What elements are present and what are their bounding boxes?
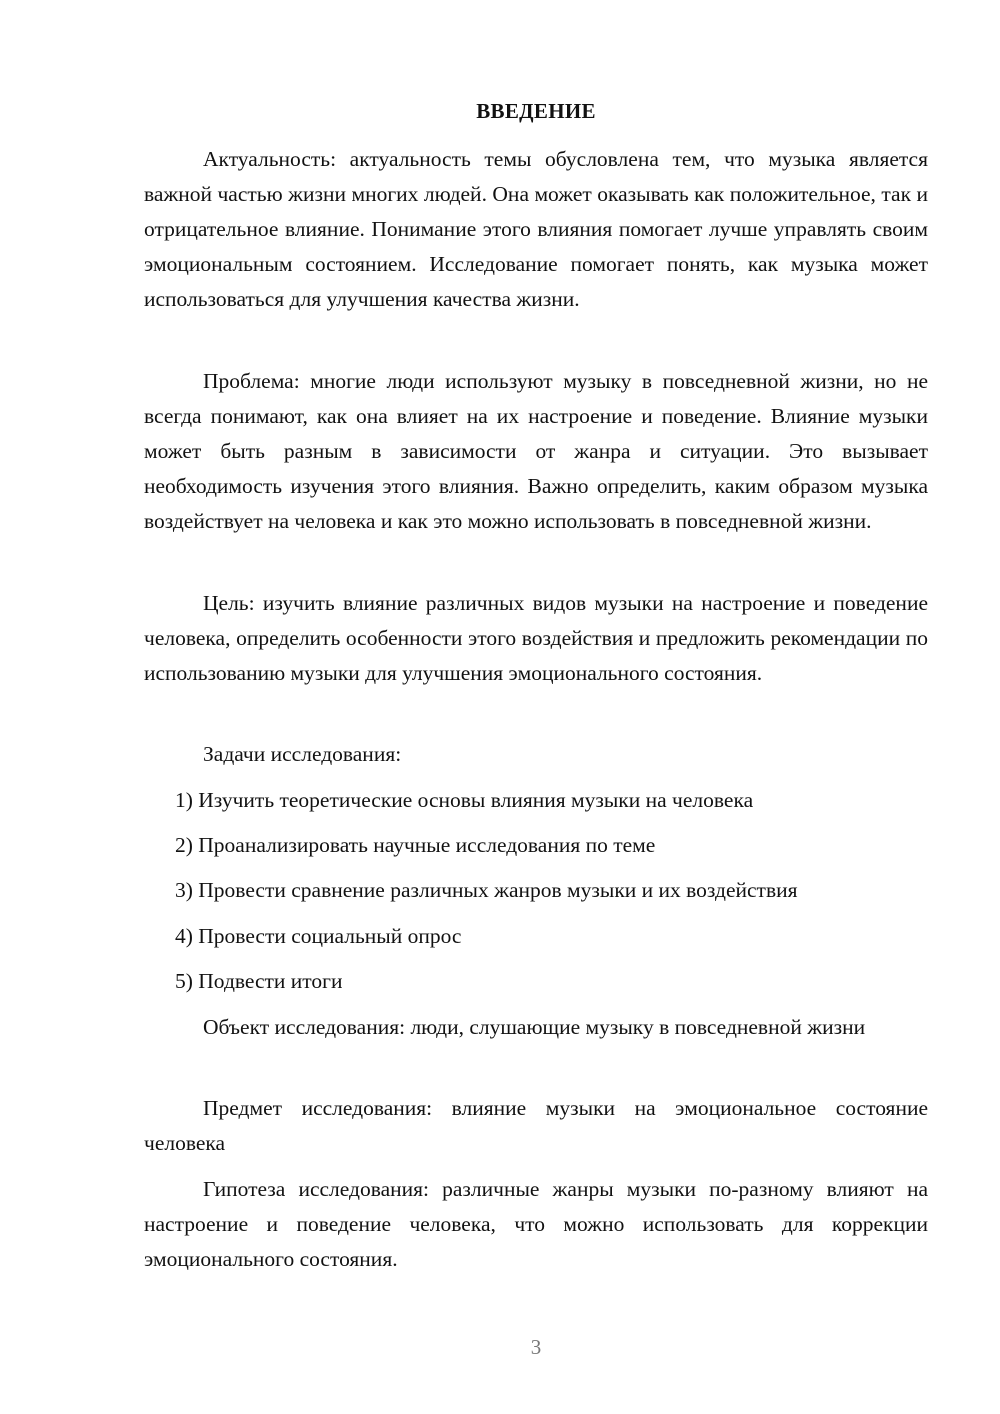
hypothesis-paragraph-block: [144, 1172, 928, 1277]
object-paragraph-block: [144, 1010, 928, 1045]
task-item-2: 2) Проанализировать научные исследования по теме: [175, 833, 656, 857]
task-item-3: 3) Провести сравнение различных жанров музыки и их воздействия: [175, 878, 798, 902]
goal-paragraph-block: [144, 586, 928, 691]
object-paragraph: Объект исследования: люди, слушающие музыку в повседневной жизни: [203, 1015, 866, 1039]
page-number: 3: [530, 1335, 542, 1359]
task-item-5-block: [144, 964, 928, 999]
page-title: ВВЕДЕНИЕ: [476, 99, 596, 123]
tasks-heading-block: [144, 737, 928, 772]
problem-paragraph: Проблема: многие люди используют музыку в повседневной жизни, но не всегда понимают, как она влияет на их настроение и поведение. Влияние музыки может быть разным в зависимости от жанра и ситуации. Это вызывает необходимость изучения этого влияния. Важно определить, каким образом музыка воздействует на человека и как это можно использовать в повседневной жизни.: [144, 369, 928, 533]
goal-paragraph: Цель: изучить влияние различных видов музыки на настроение и поведение человека, определить особенности этого воздействия и предложить рекомендации по использованию музыки для улучшения эмоционального состояния.: [144, 591, 928, 685]
hypothesis-paragraph: Гипотеза исследования: различные жанры музыки по-разному влияют на настроение и поведение человека, что можно использовать для коррекции эмоционального состояния.: [144, 1177, 928, 1271]
problem-paragraph-block: [144, 364, 928, 539]
task-item-1: 1) Изучить теоретические основы влияния музыки на человека: [175, 788, 754, 812]
subject-paragraph: Предмет исследования: влияние музыки на эмоциональное состояние человека: [144, 1096, 928, 1155]
relevance-paragraph-block: [144, 142, 928, 317]
task-item-4: 4) Провести социальный опрос: [175, 924, 462, 948]
task-item-4-block: [144, 919, 928, 954]
relevance-paragraph: Актуальность: актуальность темы обусловлена тем, что музыка является важной частью жизни многих людей. Она может оказывать как положительное, так и отрицательное влияние. Понимание этого влияния помогает лучше управлять своим эмоциональным состоянием. Исследование помогает понять, как музыка может использоваться для улучшения качества жизни.: [144, 147, 928, 311]
task-item-5: 5) Подвести итоги: [175, 969, 343, 993]
subject-paragraph-block: [144, 1091, 928, 1161]
task-item-3-block: [144, 873, 928, 908]
task-item-1-block: [144, 783, 928, 818]
task-item-2-block: [144, 828, 928, 863]
tasks-heading: Задачи исследования:: [203, 742, 402, 766]
